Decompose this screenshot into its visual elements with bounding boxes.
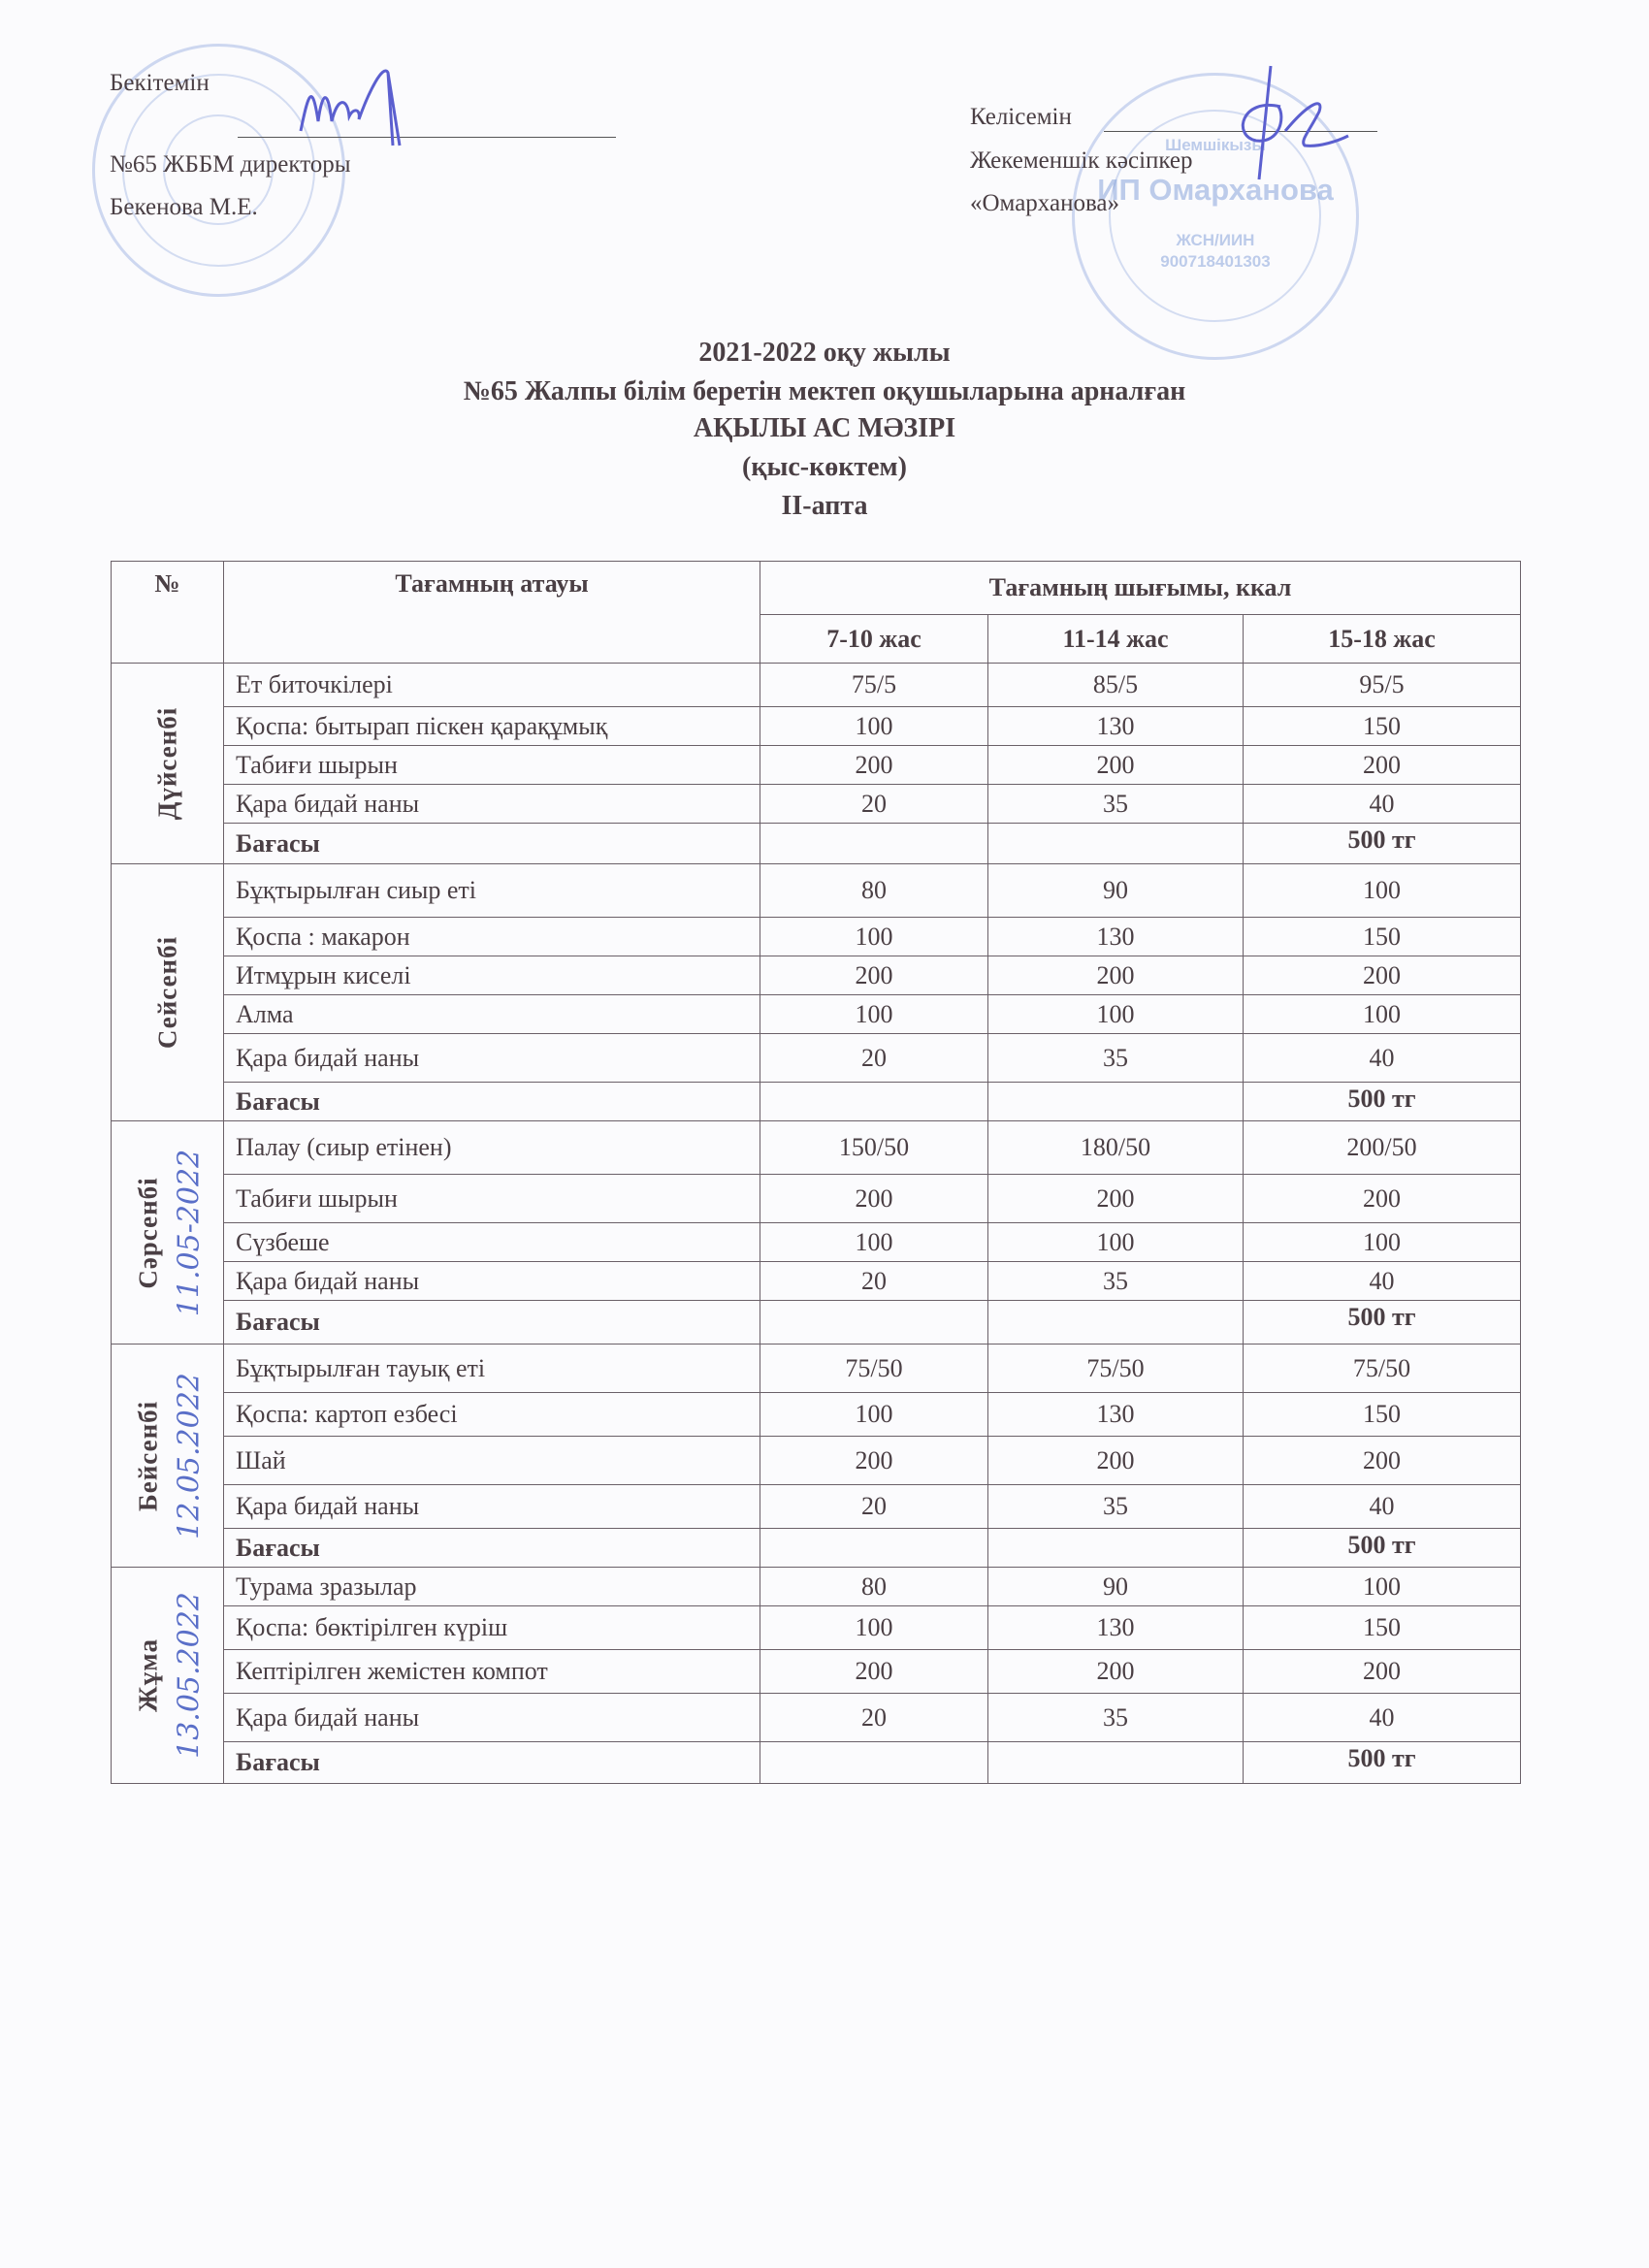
table-row xyxy=(112,664,1521,707)
dish-name: Қоспа: картоп езбесі xyxy=(224,1393,760,1437)
dish-name: Табиғи шырын xyxy=(224,746,760,785)
price-label: Бағасы xyxy=(224,824,760,864)
table-row xyxy=(112,1345,1521,1393)
dish-name: Турама зразылар xyxy=(224,1568,760,1606)
header-yield: Тағамның шығымы, ккал xyxy=(760,562,1521,615)
yield-value: 20 xyxy=(760,1694,988,1742)
yield-value: 100 xyxy=(1244,1568,1521,1606)
day-cell xyxy=(112,1121,224,1345)
agreement-label: Келісемін xyxy=(970,104,1072,130)
approval-position: №65 ЖББМ директоры xyxy=(110,151,351,178)
table-row xyxy=(112,1485,1521,1529)
table-row xyxy=(112,1034,1521,1083)
yield-value: 150 xyxy=(1244,1606,1521,1650)
approval-label: Бекітемін xyxy=(110,70,210,96)
day-label: Бейсенбі xyxy=(133,1400,162,1511)
table-row xyxy=(112,785,1521,824)
table-row xyxy=(112,956,1521,995)
yield-value: 35 xyxy=(988,785,1244,824)
yield-value: 150 xyxy=(1244,918,1521,956)
dish-name: Бұқтырылған тауық еті xyxy=(224,1345,760,1393)
price-value: 500 тг xyxy=(1244,1301,1521,1345)
yield-value: 100 xyxy=(1244,1223,1521,1262)
table-row xyxy=(112,1223,1521,1262)
yield-value: 40 xyxy=(1244,1485,1521,1529)
approval-name: Бекенова М.Е. xyxy=(110,194,258,220)
day-cell xyxy=(112,664,224,864)
yield-value: 100 xyxy=(760,707,988,746)
dish-name: Палау (сиыр етінен) xyxy=(224,1121,760,1175)
yield-value: 130 xyxy=(988,918,1244,956)
table-row xyxy=(112,1437,1521,1485)
yield-value: 35 xyxy=(988,1694,1244,1742)
yield-value: 150 xyxy=(1244,1393,1521,1437)
price-value: 500 тг xyxy=(1244,1742,1521,1784)
yield-value: 200 xyxy=(988,1175,1244,1223)
yield-value: 40 xyxy=(1244,1034,1521,1083)
yield-value: 130 xyxy=(988,1606,1244,1650)
yield-value: 20 xyxy=(760,1034,988,1083)
stamp-title: ИП Омарханова xyxy=(1097,173,1334,207)
yield-value: 75/5 xyxy=(760,664,988,707)
yield-value: 85/5 xyxy=(988,664,1244,707)
dish-name: Табиғи шырын xyxy=(224,1175,760,1223)
table-row xyxy=(112,918,1521,956)
yield-value: 100 xyxy=(1244,864,1521,918)
yield-value: 200 xyxy=(760,1437,988,1485)
dish-name: Шай xyxy=(224,1437,760,1485)
yield-value: 100 xyxy=(760,1606,988,1650)
table-row xyxy=(112,746,1521,785)
table-row xyxy=(112,1175,1521,1223)
yield-value: 100 xyxy=(988,1223,1244,1262)
price-row xyxy=(112,1529,1521,1568)
yield-value: 35 xyxy=(988,1262,1244,1301)
yield-value: 200 xyxy=(760,956,988,995)
yield-value: 20 xyxy=(760,1485,988,1529)
table-row xyxy=(112,1606,1521,1650)
yield-value: 200 xyxy=(988,956,1244,995)
yield-value: 200 xyxy=(760,1175,988,1223)
yield-value: 100 xyxy=(760,1393,988,1437)
dish-name: Бұқтырылған сиыр еті xyxy=(224,864,760,918)
yield-value: 130 xyxy=(988,707,1244,746)
table-row xyxy=(112,1393,1521,1437)
dish-name: Кептірілген жемістен компот xyxy=(224,1650,760,1694)
price-value: 500 тг xyxy=(1244,1083,1521,1121)
yield-value: 100 xyxy=(760,1223,988,1262)
price-value: 500 тг xyxy=(1244,1529,1521,1568)
dish-name: Қара бидай наны xyxy=(224,1485,760,1529)
price-value: 500 тг xyxy=(1244,824,1521,864)
school-year: 2021-2022 оқу жылы xyxy=(698,338,951,368)
yield-value: 130 xyxy=(988,1393,1244,1437)
yield-value: 80 xyxy=(760,1568,988,1606)
table-row xyxy=(112,1568,1521,1606)
day-label: Дүйсенбі xyxy=(152,706,181,821)
yield-value: 20 xyxy=(760,1262,988,1301)
menu-table xyxy=(111,561,1521,1784)
table-row xyxy=(112,1121,1521,1175)
table-row xyxy=(112,707,1521,746)
menu-title: АҚЫЛЫ АС МӘЗІРІ xyxy=(693,413,956,443)
empty-cell xyxy=(988,1301,1244,1345)
yield-value: 200 xyxy=(760,746,988,785)
day-label: Сейсенбі xyxy=(152,935,181,1050)
stamp-id: 900718401303 xyxy=(1160,252,1271,271)
yield-value: 95/5 xyxy=(1244,664,1521,707)
table-row xyxy=(112,1694,1521,1742)
dish-name: Қоспа: бөктірілген күріш xyxy=(224,1606,760,1650)
yield-value: 200 xyxy=(1244,746,1521,785)
day-cell xyxy=(112,1568,224,1784)
day-cell xyxy=(112,1345,224,1568)
yield-value: 75/50 xyxy=(988,1345,1244,1393)
yield-value: 80 xyxy=(760,864,988,918)
yield-value: 150/50 xyxy=(760,1121,988,1175)
yield-value: 100 xyxy=(988,995,1244,1034)
table-row xyxy=(112,995,1521,1034)
dish-name: Қоспа: бытырап піскен қарақұмық xyxy=(224,707,760,746)
agreement-position: Жекеменшік кәсіпкер xyxy=(970,147,1193,174)
stamp-id-label: ЖСН/ИИН xyxy=(1176,231,1255,249)
empty-cell xyxy=(988,1529,1244,1568)
empty-cell xyxy=(988,1742,1244,1784)
yield-value: 40 xyxy=(1244,1694,1521,1742)
yield-value: 200 xyxy=(988,746,1244,785)
yield-value: 90 xyxy=(988,1568,1244,1606)
dish-name: Қара бидай наны xyxy=(224,1034,760,1083)
yield-value: 35 xyxy=(988,1034,1244,1083)
menu-body xyxy=(112,664,1521,1784)
yield-value: 200/50 xyxy=(1244,1121,1521,1175)
header-dish-name: Тағамның атауы xyxy=(224,562,760,664)
dish-name: Қара бидай наны xyxy=(224,785,760,824)
dish-name: Қоспа : макарон xyxy=(224,918,760,956)
day-label: Сәрсенбі xyxy=(133,1176,162,1289)
yield-value: 90 xyxy=(988,864,1244,918)
dish-name: Алма xyxy=(224,995,760,1034)
week-label: ІІ-апта xyxy=(781,491,868,521)
yield-value: 150 xyxy=(1244,707,1521,746)
yield-value: 40 xyxy=(1244,785,1521,824)
yield-value: 75/50 xyxy=(760,1345,988,1393)
header-age-15-18: 15-18 жас xyxy=(1244,615,1521,664)
dish-name: Итмұрын киселі xyxy=(224,956,760,995)
yield-value: 200 xyxy=(988,1650,1244,1694)
yield-value: 100 xyxy=(1244,995,1521,1034)
yield-value: 180/50 xyxy=(988,1121,1244,1175)
price-label: Бағасы xyxy=(224,1301,760,1345)
handwritten-date: 11.05-2022 xyxy=(172,1149,206,1316)
price-row xyxy=(112,1083,1521,1121)
empty-cell xyxy=(760,1083,988,1121)
yield-value: 100 xyxy=(760,918,988,956)
handwritten-date: 13.05.2022 xyxy=(172,1592,206,1759)
entrepreneur-signature xyxy=(1212,58,1368,184)
price-label: Бағасы xyxy=(224,1742,760,1784)
yield-value: 100 xyxy=(760,995,988,1034)
empty-cell xyxy=(988,824,1244,864)
yield-value: 200 xyxy=(988,1437,1244,1485)
empty-cell xyxy=(988,1083,1244,1121)
school-subtitle: №65 Жалпы білім беретін мектеп оқушыларына арналған xyxy=(463,376,1186,406)
yield-value: 40 xyxy=(1244,1262,1521,1301)
agreement-company: «Омарханова» xyxy=(970,190,1120,216)
header-number: № xyxy=(112,562,224,664)
dish-name: Сүзбеше xyxy=(224,1223,760,1262)
yield-value: 35 xyxy=(988,1485,1244,1529)
table-row xyxy=(112,864,1521,918)
empty-cell xyxy=(760,824,988,864)
yield-value: 75/50 xyxy=(1244,1345,1521,1393)
empty-cell xyxy=(760,1301,988,1345)
empty-cell xyxy=(760,1742,988,1784)
yield-value: 200 xyxy=(760,1650,988,1694)
stamp-small-text: Шемшікызы xyxy=(1165,136,1266,154)
price-row xyxy=(112,824,1521,864)
day-label: Жұма xyxy=(133,1638,162,1712)
yield-value: 20 xyxy=(760,785,988,824)
empty-cell xyxy=(760,1529,988,1568)
dish-name: Қара бидай наны xyxy=(224,1694,760,1742)
price-row xyxy=(112,1742,1521,1784)
day-cell xyxy=(112,864,224,1121)
yield-value: 200 xyxy=(1244,1175,1521,1223)
handwritten-date: 12.05.2022 xyxy=(172,1372,206,1539)
table-row xyxy=(112,1650,1521,1694)
yield-value: 200 xyxy=(1244,956,1521,995)
price-label: Бағасы xyxy=(224,1083,760,1121)
price-row xyxy=(112,1301,1521,1345)
dish-name: Қара бидай наны xyxy=(224,1262,760,1301)
header-age-7-10: 7-10 жас xyxy=(760,615,988,664)
table-row xyxy=(112,1262,1521,1301)
yield-value: 200 xyxy=(1244,1437,1521,1485)
season: (қыс-көктем) xyxy=(742,452,907,482)
director-signature xyxy=(291,53,407,150)
price-label: Бағасы xyxy=(224,1529,760,1568)
yield-value: 200 xyxy=(1244,1650,1521,1694)
dish-name: Ет биточкілері xyxy=(224,664,760,707)
header-age-11-14: 11-14 жас xyxy=(988,615,1244,664)
